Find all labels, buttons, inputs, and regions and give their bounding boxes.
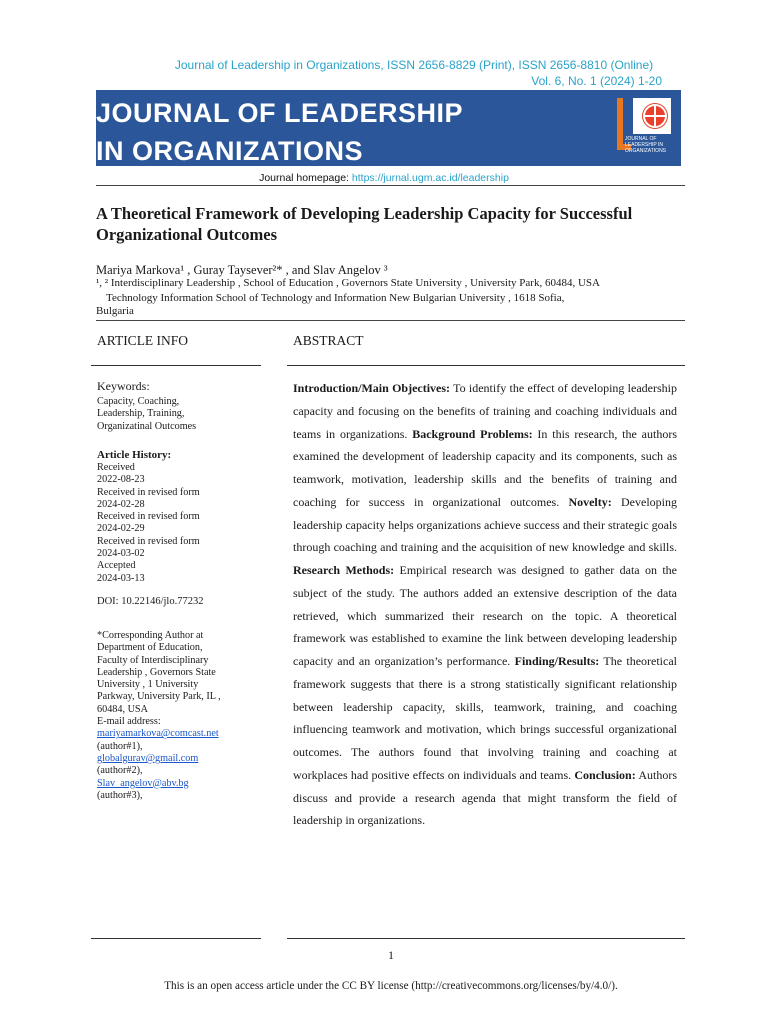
history-line: 2024-03-02 bbox=[97, 548, 145, 560]
divider bbox=[91, 938, 261, 939]
banner-title-line1: JOURNAL OF LEADERSHIP bbox=[96, 98, 464, 128]
affiliation-1: ¹, ² Interdisciplinary Leadership , School of Education , Governors State University , University Park, 60484, USA bbox=[96, 277, 600, 289]
corresponding-author bbox=[97, 630, 267, 802]
author-list: Mariya Markova¹ , Guray Taysever²* , and Slav Angelov ³ bbox=[96, 263, 388, 277]
history-line: Received in revised form bbox=[97, 535, 200, 547]
abstract-novelty-label: Novelty: bbox=[568, 494, 612, 509]
article-history bbox=[97, 462, 267, 585]
banner-title bbox=[96, 94, 596, 170]
history-line: Received bbox=[97, 462, 135, 473]
keyword-line: Organizatinal Outcomes bbox=[97, 420, 197, 432]
article-info-heading: ARTICLE INFO bbox=[97, 333, 189, 348]
history-line: Accepted bbox=[97, 560, 136, 572]
banner-title-line2: IN ORGANIZATIONS bbox=[96, 136, 363, 166]
abstract-body bbox=[293, 377, 677, 832]
abstract-background: In this research, the authors examined the development of leadership capacity and its components, such as teamwork, motivation, leadership skills and the benefits of training and coaching for success in organizational outcomes. bbox=[293, 426, 677, 509]
abstract-methods: Empirical research was designed to gather data on the subject of the study. The authors added an extensive description of the data retrieved, which summarized their research on the topic. A theoretical framework was established to examine the link between developing leadership capacity and an organization’s performance. bbox=[293, 563, 678, 668]
history-line: 2024-02-29 bbox=[97, 523, 145, 535]
divider bbox=[287, 365, 685, 366]
abstract-findings-label: Finding/Results: bbox=[514, 654, 600, 668]
email-note: (author#1), bbox=[97, 740, 143, 752]
keywords-label: Keywords: bbox=[97, 379, 150, 393]
keyword-line: Leadership, Training, bbox=[97, 408, 185, 420]
corresp-line: Parkway, University Park, IL , bbox=[97, 691, 221, 703]
corresp-line: 60484, USA bbox=[97, 703, 148, 715]
corresp-line: *Corresponding Author at bbox=[97, 630, 204, 641]
logo-text: JOURNAL OF LEADERSHIP IN ORGANIZATIONS bbox=[625, 136, 667, 154]
history-line: 2024-03-13 bbox=[97, 572, 145, 584]
homepage-label: Journal homepage: bbox=[259, 172, 352, 184]
journal-citation: Journal of Leadership in Organizations, ISSN 2656-8829 (Print), ISSN 2656-8810 (Online) bbox=[174, 58, 654, 72]
divider bbox=[91, 365, 261, 366]
abstract-methods-label: Research Methods: bbox=[293, 563, 395, 577]
homepage-link[interactable]: https://jurnal.ugm.ac.id/leadership bbox=[351, 172, 509, 184]
abstract-intro: To identify the effect of developing leadership capacity and focusing on the benefits of training and coaching individuals and teams in organizations. bbox=[293, 381, 677, 441]
abstract-findings: The theoretical framework suggests that there is a strong statistically significant relationship between leadership capacity, skills, teamwork, training, and coaching influencing teamwork and motivation, which brings successful organizational outcomes. The authors found that involving training and coaching at workplaces had positive effects on individuals and teams. bbox=[293, 654, 678, 782]
license-notice: This is an open access article under the CC BY license (http://creativecommons.org/licenses/by/4.0/). bbox=[164, 980, 618, 992]
keyword-line: Capacity, Coaching, bbox=[97, 396, 180, 407]
divider bbox=[287, 938, 685, 939]
history-line: 2024-02-28 bbox=[97, 498, 145, 510]
history-line: 2022-08-23 bbox=[97, 474, 145, 486]
abstract-intro-label: Introduction/Main Objectives: bbox=[293, 381, 451, 395]
abstract-conclusion-label: Conclusion: bbox=[574, 767, 636, 782]
journal-banner bbox=[96, 90, 681, 166]
email-link-author2[interactable]: globalgurav@gmail.com bbox=[97, 752, 199, 764]
corresp-line: Leadership , Governors State bbox=[97, 666, 216, 678]
email-note: (author#2), bbox=[97, 765, 143, 777]
journal-logo bbox=[603, 94, 675, 162]
history-line: Received in revised form bbox=[97, 511, 200, 523]
corresp-line: University , 1 University bbox=[97, 679, 199, 691]
email-link-author1[interactable]: mariyamarkova@comcast.net bbox=[97, 728, 219, 740]
abstract-novelty: Developing leadership capacity helps organizations achieve success and their strategic goals through coaching and training and the acquisition of new knowledge and skills. bbox=[293, 494, 677, 555]
affiliation-2: Technology Information School of Technology and Information New Bulgarian University , 1618 Sofia, bbox=[106, 292, 565, 304]
divider bbox=[96, 185, 685, 186]
article-title: A Theoretical Framework of Developing Leadership Capacity for Successful Organizational Outcomes bbox=[96, 204, 633, 244]
corresp-line: Department of Education, bbox=[97, 642, 203, 654]
keywords-list bbox=[97, 396, 267, 433]
abstract-background-label: Background Problems: bbox=[412, 426, 533, 441]
affiliation-3: Bulgaria bbox=[96, 305, 134, 317]
doi: DOI: 10.22146/jlo.77232 bbox=[97, 596, 204, 607]
abstract-conclusion: Authors discuss and provide a research agenda that might transform the field of leadership in organizations. bbox=[293, 767, 677, 828]
divider bbox=[96, 320, 685, 321]
email-link-author3[interactable]: Slav_angelov@abv.bg bbox=[97, 777, 189, 789]
abstract-heading: ABSTRACT bbox=[293, 333, 364, 348]
history-label: Article History: bbox=[97, 449, 172, 461]
corresp-line: Faculty of Interdisciplinary bbox=[97, 654, 209, 666]
page-number: 1 bbox=[388, 948, 394, 962]
globe-icon bbox=[643, 104, 667, 128]
email-note: (author#3), bbox=[97, 789, 143, 801]
history-line: Received in revised form bbox=[97, 486, 200, 498]
journal-volume: Vol. 6, No. 1 (2024) 1-20 bbox=[531, 74, 662, 88]
journal-homepage bbox=[0, 172, 768, 184]
corresp-line: E-mail address: bbox=[97, 716, 161, 728]
